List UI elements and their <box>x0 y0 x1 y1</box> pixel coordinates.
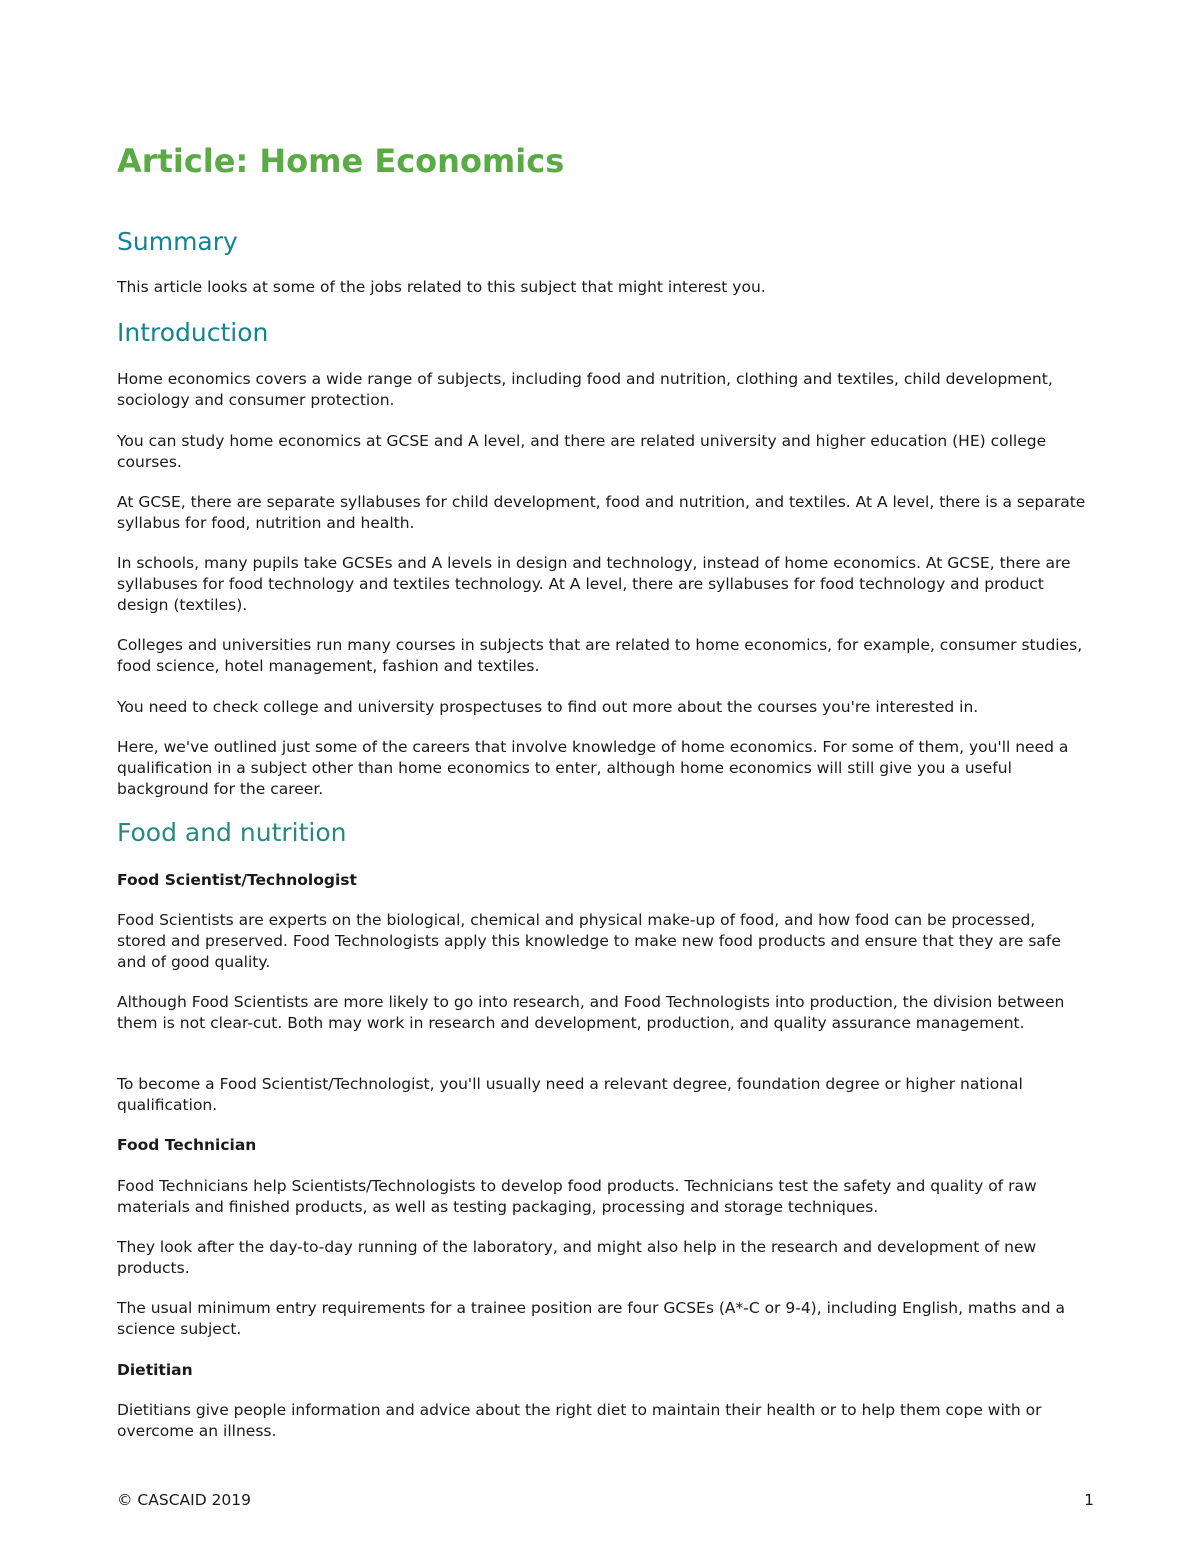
summary-text: This article looks at some of the jobs related to this subject that might interest you. <box>117 278 766 296</box>
dietitian-heading: Dietitian <box>117 1361 193 1379</box>
food-nutrition-heading: Food and nutrition <box>117 818 347 847</box>
summary-heading: Summary <box>117 227 238 256</box>
food-technician-paragraph-3: The usual minimum entry requirements for a trainee position are four GCSEs (A*-C or 9-4), including English, maths and a science subject. <box>117 1299 1066 1338</box>
intro-paragraph-4: In schools, many pupils take GCSEs and A levels in design and technology, instead of home economics. At GCSE, there are syllabuses for food technology and textiles technology. At A level, there are syllabuses for food technology and product design (textiles). <box>117 554 1071 614</box>
food-scientist-paragraph-1: Food Scientists are experts on the biological, chemical and physical make-up of food, and how food can be processed, stored and preserved. Food Technologists apply this knowledge to make new food products and ensure that they are safe and of good quality. <box>117 911 1061 971</box>
intro-paragraph-3: At GCSE, there are separate syllabuses for child development, food and nutrition, and textiles. At A level, there is a separate syllabus for food, nutrition and health. <box>117 493 1086 532</box>
food-scientist-heading: Food Scientist/Technologist <box>117 871 357 889</box>
introduction-heading: Introduction <box>117 318 269 347</box>
food-scientist-paragraph-3: To become a Food Scientist/Technologist, you'll usually need a relevant degree, foundation degree or higher national qualification. <box>117 1075 1023 1114</box>
intro-paragraph-6: You need to check college and university prospectuses to find out more about the courses you're interested in. <box>117 698 979 716</box>
intro-paragraph-7: Here, we've outlined just some of the careers that involve knowledge of home economics. For some of them, you'll need a qualification in a subject other than home economics to enter, although home economics will still give you a useful background for the career. <box>117 738 1069 798</box>
footer-copyright: © CASCAID 2019 <box>117 1491 251 1509</box>
dietitian-paragraph-1: Dietitians give people information and advice about the right diet to maintain their health or to help them cope with or overcome an illness. <box>117 1401 1042 1440</box>
article-title: Article: Home Economics <box>117 142 565 180</box>
intro-paragraph-5: Colleges and universities run many courses in subjects that are related to home economics, for example, consumer studies, food science, hotel management, fashion and textiles. <box>117 636 1083 675</box>
food-scientist-paragraph-2: Although Food Scientists are more likely to go into research, and Food Technologists into production, the division between them is not clear-cut. Both may work in research and development, production, and quality assurance management. <box>117 993 1065 1032</box>
intro-paragraph-1: Home economics covers a wide range of subjects, including food and nutrition, clothing and textiles, child development, sociology and consumer protection. <box>117 370 1053 409</box>
food-technician-heading: Food Technician <box>117 1136 257 1154</box>
intro-paragraph-2: You can study home economics at GCSE and A level, and there are related university and higher education (HE) college courses. <box>117 432 1047 471</box>
food-technician-paragraph-2: They look after the day-to-day running of the laboratory, and might also help in the research and development of new products. <box>117 1238 1037 1277</box>
food-technician-paragraph-1: Food Technicians help Scientists/Technologists to develop food products. Technicians test the safety and quality of raw materials and finished products, as well as testing packaging, processing and storage techniques. <box>117 1177 1037 1216</box>
footer-page-number: 1 <box>1084 1491 1094 1509</box>
